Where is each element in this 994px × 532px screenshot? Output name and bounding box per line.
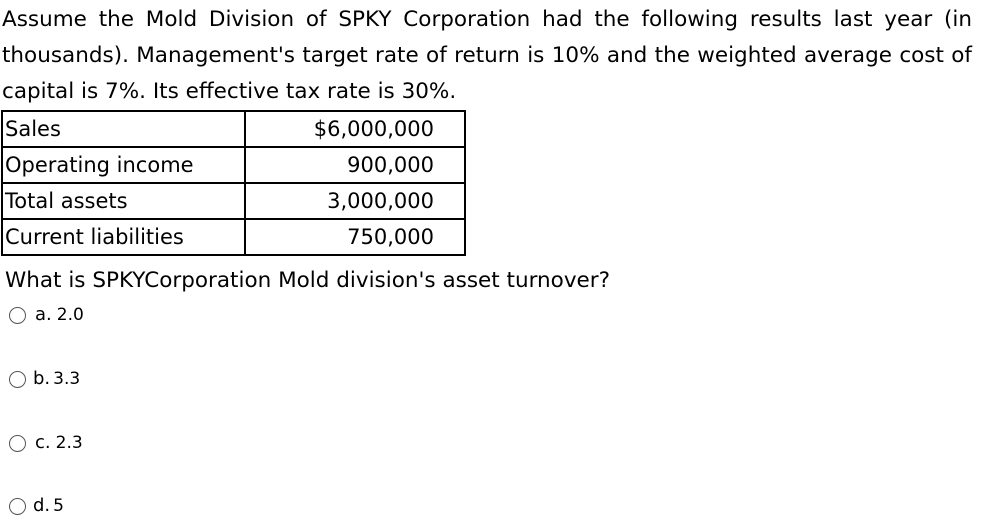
row-value: 750,000 bbox=[245, 219, 465, 255]
row-label: Operating income bbox=[2, 147, 245, 183]
row-label: Total assets bbox=[2, 183, 245, 219]
radio-button[interactable] bbox=[9, 435, 26, 452]
question-prompt: What is SPKYCorporation Mold division's asset turnover? bbox=[5, 268, 611, 293]
option-letter: a. bbox=[35, 304, 52, 325]
option-letter: d. bbox=[33, 495, 51, 516]
row-value: $6,000,000 bbox=[245, 111, 465, 147]
row-value: 3,000,000 bbox=[245, 183, 465, 219]
row-label: Sales bbox=[2, 111, 245, 147]
table-row bbox=[2, 111, 465, 147]
option-value: 2.0 bbox=[56, 305, 84, 325]
option-value: 5 bbox=[53, 496, 64, 516]
radio-button[interactable] bbox=[9, 371, 26, 388]
question-intro: Assume the Mold Division of SPKY Corporation had the following results last year (in thousands). Management's target rate of return is 10% and the weighted average cost of capital is 7%. Its effective tax rate is 30%. bbox=[2, 7, 972, 104]
answer-option-a[interactable] bbox=[9, 304, 84, 326]
answer-option-c[interactable] bbox=[9, 432, 83, 454]
radio-button[interactable] bbox=[9, 307, 26, 324]
table-row bbox=[2, 147, 465, 183]
option-letter: b. bbox=[33, 368, 51, 389]
option-letter: c. bbox=[35, 432, 51, 453]
option-value: 3.3 bbox=[53, 369, 81, 389]
row-value: 900,000 bbox=[245, 147, 465, 183]
answer-option-d[interactable] bbox=[9, 495, 64, 517]
option-value: 2.3 bbox=[55, 433, 83, 453]
table-row bbox=[2, 183, 465, 219]
row-label: Current liabilities bbox=[2, 219, 245, 255]
answer-option-b[interactable] bbox=[9, 368, 80, 390]
radio-button[interactable] bbox=[9, 498, 26, 515]
financial-data-table bbox=[1, 110, 466, 256]
table-row bbox=[2, 219, 465, 255]
